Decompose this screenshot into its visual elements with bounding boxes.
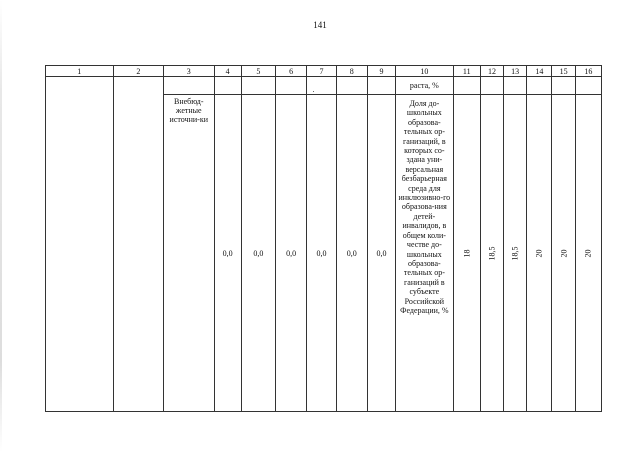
empty-cell — [336, 77, 367, 95]
empty-cell — [214, 77, 241, 95]
empty-cell — [453, 77, 480, 95]
empty-cell — [241, 77, 275, 95]
column-number: 11 — [453, 66, 480, 77]
target-value-cell — [480, 95, 503, 412]
empty-cell — [480, 77, 503, 95]
funding-source: Внебюд-жетные источни-ки — [164, 95, 214, 412]
program-indicators-table — [45, 65, 602, 412]
column-number: 9 — [367, 66, 395, 77]
column-number: 6 — [276, 66, 307, 77]
column-number-row — [46, 66, 602, 77]
column-number: 13 — [504, 66, 527, 77]
value-cell: 0,0 — [336, 95, 367, 412]
target-value: 18,5 — [487, 246, 497, 260]
scan-edge-shadow — [0, 0, 2, 452]
value-cell: 0,0 — [241, 95, 275, 412]
target-value: 18 — [462, 249, 472, 257]
value-cell: 0,0 — [214, 95, 241, 412]
empty-cell — [367, 77, 395, 95]
column-number: 10 — [396, 66, 454, 77]
column-number: 4 — [214, 66, 241, 77]
empty-cell — [527, 77, 552, 95]
scan-speck — [313, 91, 314, 92]
empty-cell — [46, 77, 114, 412]
column-number: 16 — [575, 66, 601, 77]
column-number: 1 — [46, 66, 114, 77]
target-value: 20 — [583, 249, 593, 257]
target-value-cell — [552, 95, 575, 412]
column-number: 14 — [527, 66, 552, 77]
column-number: 8 — [336, 66, 367, 77]
column-number: 3 — [164, 66, 214, 77]
indicator-description: Доля до-школьных образова-тельных ор-ганизаций, в которых со-здана уни-версальная безбарьерная среда для инклюзивно-го образова-ния детей-инвалидов, в общем коли-честве до-школьных образова-тельных ор-ганизаций в субъекте Российской Федерации, % — [396, 95, 454, 412]
column-number: 15 — [552, 66, 575, 77]
column-number: 2 — [113, 66, 163, 77]
empty-cell — [113, 77, 163, 412]
value-cell: 0,0 — [307, 95, 336, 412]
empty-cell — [575, 77, 601, 95]
empty-cell — [552, 77, 575, 95]
empty-cell — [504, 77, 527, 95]
indicator-continuation: раста, % — [396, 77, 454, 95]
page-number: 141 — [313, 20, 327, 30]
column-number: 12 — [480, 66, 503, 77]
target-value: 18,5 — [510, 246, 520, 260]
empty-cell — [307, 77, 336, 95]
target-value-cell — [453, 95, 480, 412]
target-value: 20 — [559, 249, 569, 257]
value-cell: 0,0 — [367, 95, 395, 412]
target-value: 20 — [534, 249, 544, 257]
continuation-row — [46, 77, 602, 95]
empty-cell — [164, 77, 214, 95]
value-cell: 0,0 — [276, 95, 307, 412]
empty-cell — [276, 77, 307, 95]
column-number: 7 — [307, 66, 336, 77]
target-value-cell — [575, 95, 601, 412]
column-number: 5 — [241, 66, 275, 77]
target-value-cell — [527, 95, 552, 412]
target-value-cell — [504, 95, 527, 412]
